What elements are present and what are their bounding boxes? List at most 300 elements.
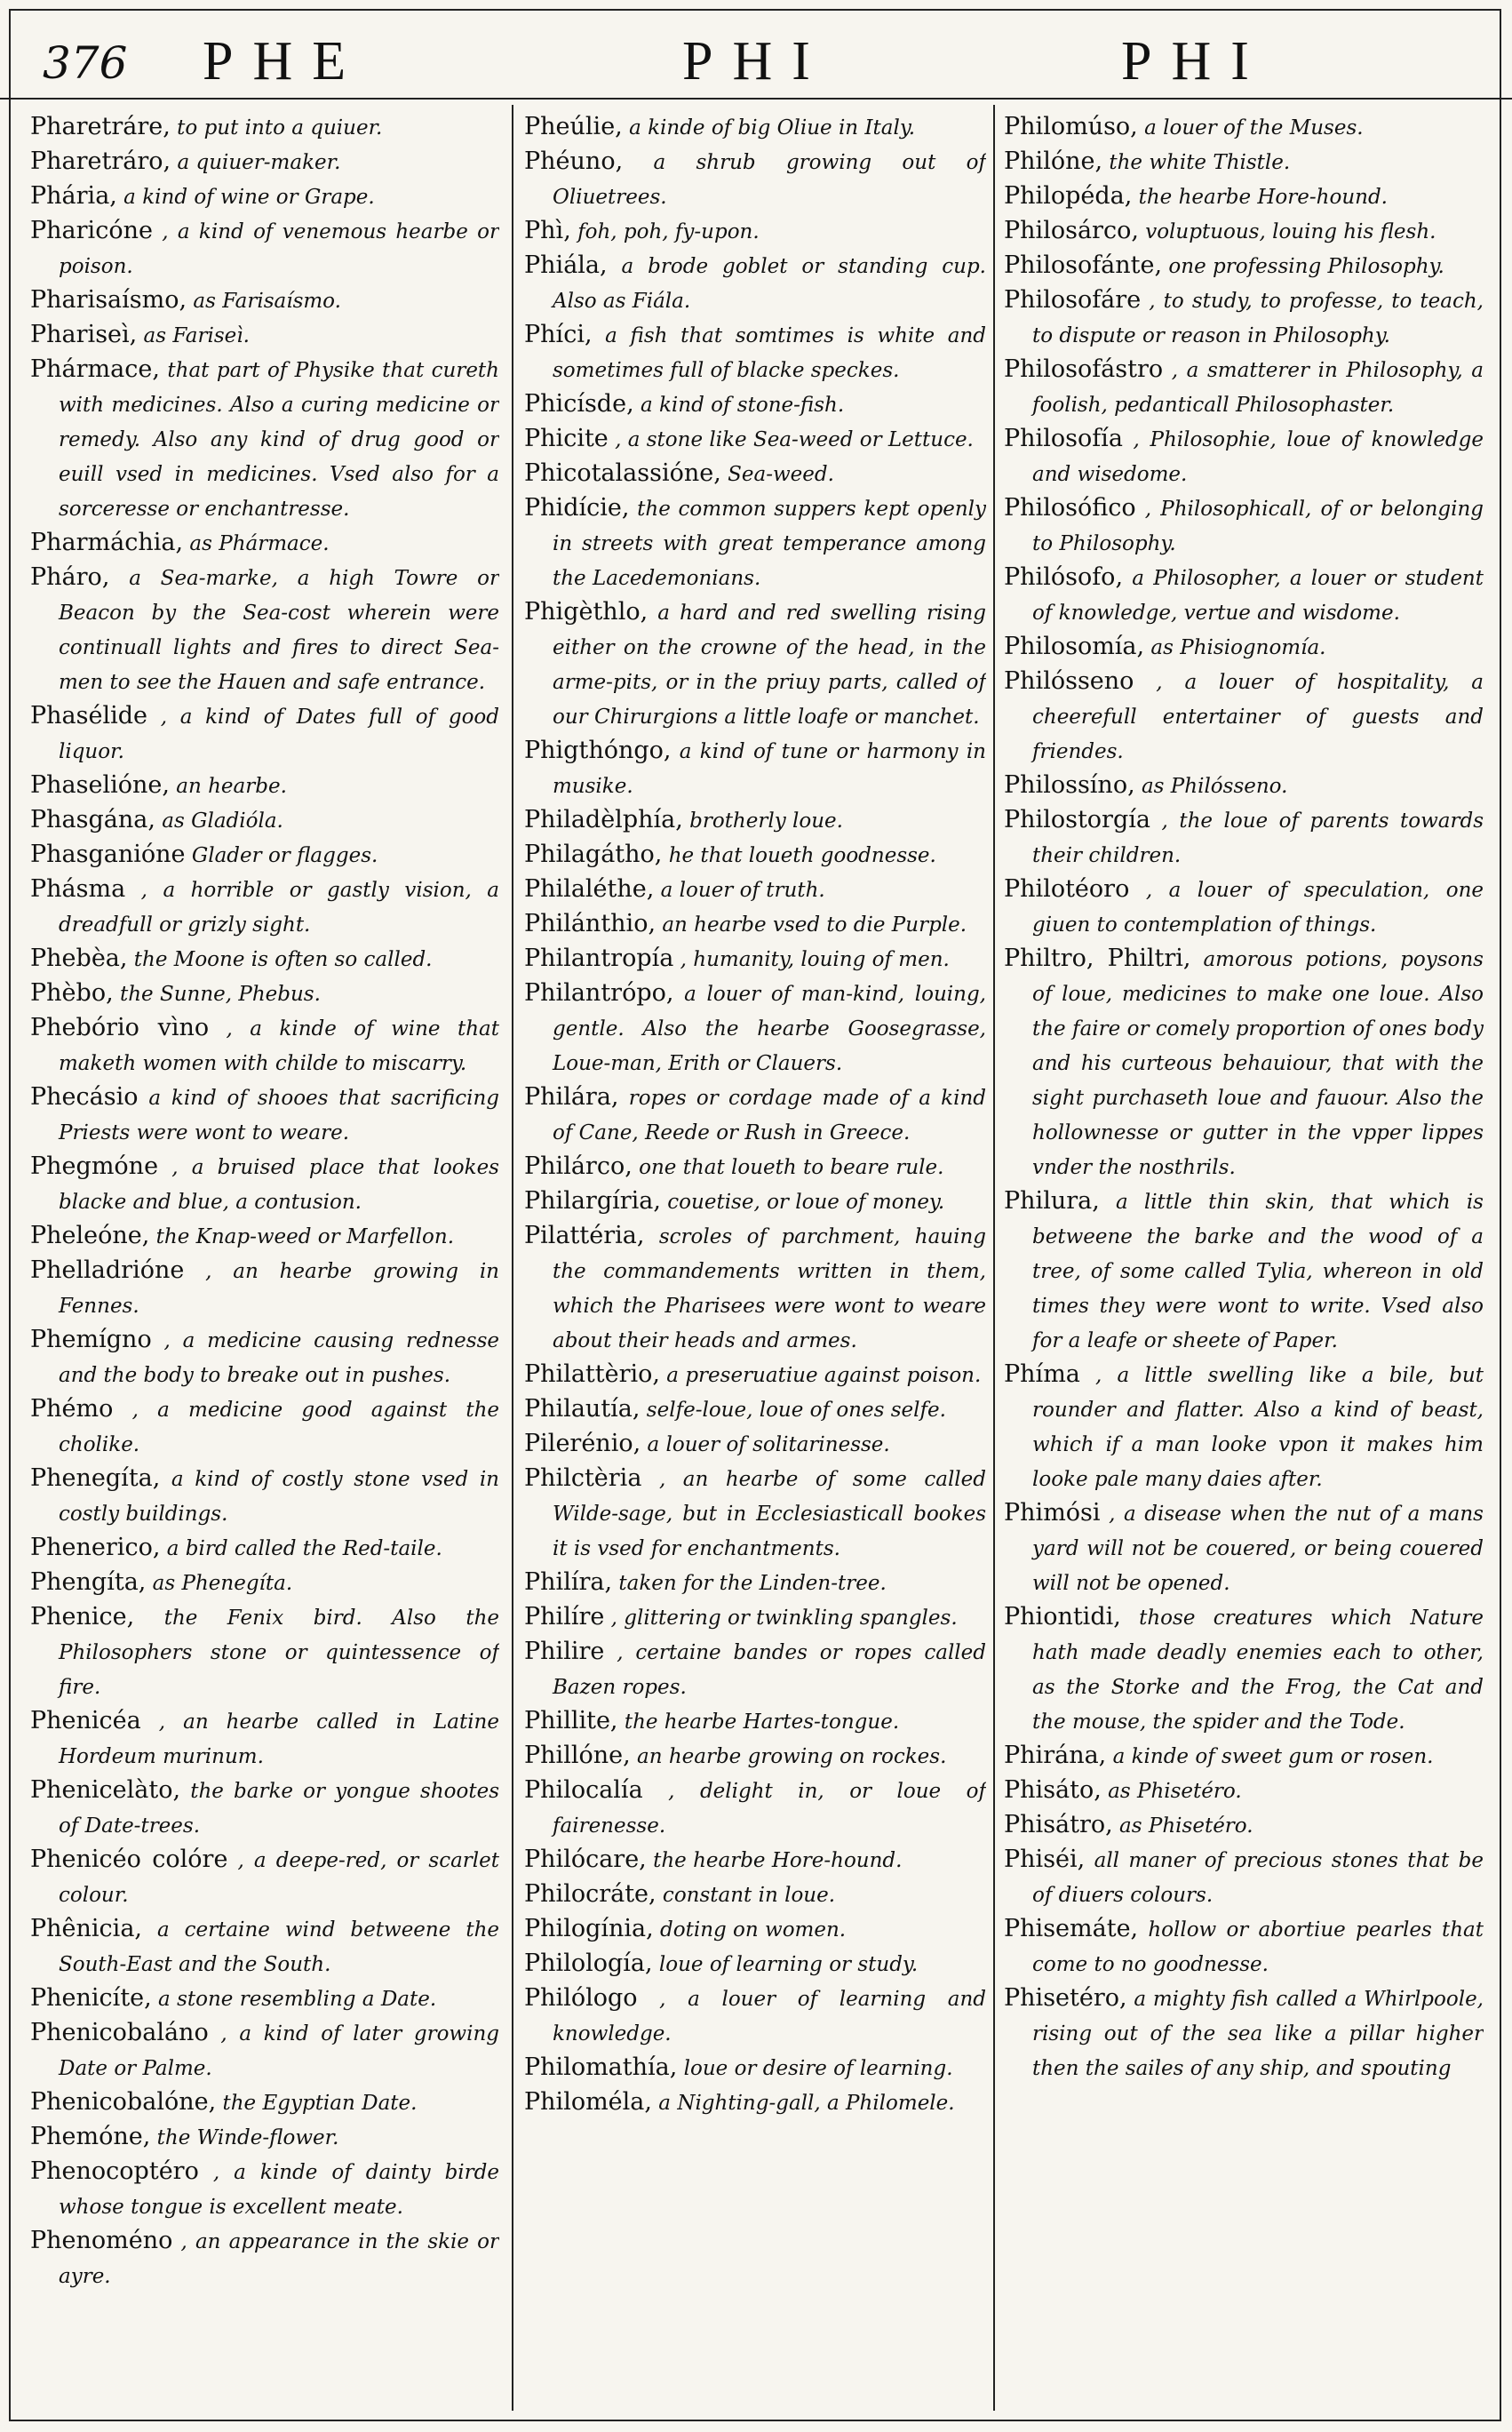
entry-headword: Phidície, bbox=[524, 494, 630, 522]
dictionary-entry bbox=[1004, 179, 1484, 214]
entry-headword: Phenicelàto, bbox=[30, 1776, 181, 1804]
entry-headword: Phíma bbox=[1004, 1360, 1080, 1388]
entry-headword: Phì, bbox=[524, 217, 571, 244]
entry-headword: Phisátro, bbox=[1004, 1811, 1113, 1838]
entry-headword: Phimósi bbox=[1004, 1499, 1101, 1527]
dictionary-entry bbox=[30, 1011, 499, 1080]
entry-definition: a little thin skin, that which is betweene the barke and the wood of a tree, of some called Tylia, whereon in old times they were wont to write. Vsed also for a leafe or sheete of Paper. bbox=[1032, 1191, 1484, 1352]
dictionary-entry bbox=[524, 1635, 986, 1704]
dictionary-entry bbox=[30, 2085, 499, 2120]
entry-headword: Phenicéo colóre bbox=[30, 1846, 228, 1873]
dictionary-entry bbox=[1004, 1184, 1484, 1358]
entry-definition: he that loueth goodnesse. bbox=[662, 844, 936, 867]
dictionary-entry bbox=[30, 1150, 499, 1219]
entry-headword: Pháro, bbox=[30, 563, 110, 591]
entry-headword: Phásma bbox=[30, 875, 126, 903]
entry-definition: the Egyptian Date. bbox=[216, 2092, 418, 2115]
entry-definition: taken for the Linden-tree. bbox=[612, 1572, 887, 1595]
entry-definition: a fish that somtimes is white and sometimes full of blacke speckes. bbox=[553, 324, 986, 382]
entry-definition: a hard and red swelling rising either on the crowne of the head, in the arme-pits, or in the priuy parts, called of our Chirurgions a little loafe or manchet. bbox=[553, 602, 986, 729]
entry-definition: , an hearbe called in Latine Hordeum murinum. bbox=[59, 1710, 499, 1768]
entry-headword: Philóne, bbox=[1004, 148, 1103, 175]
entry-definition: , Philosophicall, of or belonging to Philosophy. bbox=[1032, 498, 1484, 555]
entry-headword: Philosofáre bbox=[1004, 286, 1142, 314]
entry-definition: a quiuer-maker. bbox=[171, 151, 341, 174]
entry-headword: Phémo bbox=[30, 1395, 114, 1423]
dictionary-entry bbox=[1004, 1843, 1484, 1912]
dictionary-entry bbox=[30, 214, 499, 283]
dictionary-entry bbox=[524, 1080, 986, 1150]
entry-definition: , certaine bandes or ropes called Bazen ropes. bbox=[553, 1641, 986, 1699]
entry-headword: Phenocoptéro bbox=[30, 2157, 199, 2185]
dictionary-entry bbox=[30, 145, 499, 179]
entry-definition: , a medicine good against the cholike. bbox=[59, 1399, 499, 1456]
entry-headword: Philosárco, bbox=[1004, 217, 1139, 244]
entry-headword: Philura, bbox=[1004, 1187, 1100, 1215]
entry-definition: selfe-loue, loue of ones selfe. bbox=[640, 1399, 946, 1422]
dictionary-entry bbox=[524, 838, 986, 873]
running-head-left: PHE bbox=[203, 31, 366, 92]
entry-headword: Philócare, bbox=[524, 1846, 647, 1873]
entry-definition: as Phisetéro. bbox=[1101, 1780, 1242, 1803]
entry-headword: Phenerico, bbox=[30, 1534, 161, 1561]
entry-headword: Phariseì, bbox=[30, 321, 138, 348]
entry-headword: Philctèria bbox=[524, 1464, 642, 1492]
entry-definition: as Philósseno. bbox=[1134, 775, 1288, 798]
entry-definition: a kind of wine or Grape. bbox=[116, 186, 375, 209]
dictionary-entry bbox=[1004, 1496, 1484, 1600]
entry-headword: Phigèthlo, bbox=[524, 598, 649, 626]
entry-headword: Phillite, bbox=[524, 1707, 618, 1734]
dictionary-entry bbox=[524, 1704, 986, 1739]
entry-headword: Philautía, bbox=[524, 1395, 641, 1423]
entry-headword: Philaléthe, bbox=[524, 875, 655, 903]
running-head-center: PHI bbox=[682, 31, 830, 92]
entry-headword: Philagátho, bbox=[524, 841, 663, 868]
dictionary-entry bbox=[1004, 769, 1484, 803]
entry-definition: loue or desire of learning. bbox=[677, 2057, 953, 2080]
entry-headword: Phisáto, bbox=[1004, 1776, 1102, 1804]
dictionary-entry bbox=[1004, 942, 1484, 1184]
entry-definition: , the loue of parents towards their children. bbox=[1032, 809, 1484, 867]
dictionary-entry bbox=[30, 838, 499, 873]
entry-definition: the hearbe Hore-hound. bbox=[1132, 186, 1388, 209]
dictionary-entry bbox=[524, 1219, 986, 1358]
dictionary-entry bbox=[30, 353, 499, 526]
entry-definition: , a louer of hospitality, a cheerefull entertainer of guests and friendes. bbox=[1032, 671, 1484, 763]
entry-headword: Pharicóne bbox=[30, 217, 153, 244]
entry-headword: Phiála, bbox=[524, 251, 608, 279]
entry-definition: voluptuous, louing his flesh. bbox=[1138, 220, 1436, 243]
entry-definition: to put into a quiuer. bbox=[170, 116, 383, 140]
entry-headword: Pharetrárе, bbox=[30, 113, 171, 140]
dictionary-entry bbox=[30, 699, 499, 769]
entry-headword: Phasélide bbox=[30, 702, 148, 730]
dictionary-entry bbox=[524, 145, 986, 214]
dictionary-entry bbox=[524, 1462, 986, 1566]
running-head-right: PHI bbox=[1121, 31, 1269, 92]
entry-definition: , a kind of later growing Date or Palme. bbox=[59, 2022, 499, 2080]
dictionary-entry bbox=[524, 1878, 986, 1912]
entry-definition: a louer of truth. bbox=[654, 879, 825, 902]
entry-definition: , a louer of learning and knowledge. bbox=[553, 1988, 986, 2045]
entry-definition: a bird called the Red-taile. bbox=[160, 1537, 442, 1560]
dictionary-entry bbox=[30, 179, 499, 214]
dictionary-entry bbox=[30, 1323, 499, 1392]
column-rule bbox=[512, 105, 513, 2411]
dictionary-entry bbox=[1004, 283, 1484, 353]
dictionary-entry bbox=[30, 561, 499, 699]
entry-definition: the barke or yongue shootes of Date-trees. bbox=[59, 1780, 499, 1838]
dictionary-entry bbox=[524, 318, 986, 387]
entry-definition: Glader or flagges. bbox=[185, 844, 378, 867]
dictionary-entry bbox=[30, 2016, 499, 2085]
entry-definition: as Gladióla. bbox=[155, 809, 283, 833]
dictionary-entry bbox=[1004, 110, 1484, 145]
entry-headword: Philocalía bbox=[524, 1776, 643, 1804]
page-header bbox=[0, 0, 1512, 100]
entry-headword: Philogínia, bbox=[524, 1915, 654, 1942]
entry-definition: a brode goblet or standing cup. Also as Fiála. bbox=[553, 255, 986, 313]
entry-definition: , glittering or twinkling spangles. bbox=[604, 1607, 958, 1630]
entry-definition: loue of learning or study. bbox=[652, 1953, 919, 1976]
dictionary-entry bbox=[524, 1184, 986, 1219]
dictionary-entry bbox=[30, 1080, 499, 1150]
entry-headword: Philargíria, bbox=[524, 1187, 661, 1215]
dictionary-entry bbox=[1004, 665, 1484, 769]
entry-definition: a shrub growing out of Oliuetrees. bbox=[553, 151, 986, 209]
entry-definition: , a little swelling like a bile, but rounder and flatter. Also a kind of beast, which if a man looke vpon it makes him looke pale many daies after. bbox=[1032, 1364, 1484, 1491]
dictionary-entry bbox=[30, 1843, 499, 1912]
dictionary-entry bbox=[1004, 1600, 1484, 1739]
dictionary-entry bbox=[524, 1566, 986, 1600]
dictionary-entry bbox=[30, 2120, 499, 2155]
entry-headword: Phicite bbox=[524, 425, 609, 452]
entry-headword: Phiséi, bbox=[1004, 1846, 1086, 1873]
dictionary-entry bbox=[1004, 491, 1484, 561]
entry-headword: Phecásio bbox=[30, 1083, 139, 1111]
entry-definition: a Nighting-gall, a Philomele. bbox=[651, 2092, 955, 2115]
entry-headword: Philología, bbox=[524, 1950, 653, 1977]
entry-definition: ropes or cordage made of a kind of Cane, Reede or Rush in Greece. bbox=[553, 1087, 986, 1144]
entry-definition: as Fariseì. bbox=[137, 324, 250, 347]
entry-headword: Phéuno, bbox=[524, 148, 624, 175]
entry-headword: Phengíta, bbox=[30, 1568, 147, 1596]
dictionary-entry bbox=[524, 1981, 986, 2051]
entry-definition: the Moone is often so called. bbox=[127, 948, 433, 971]
dictionary-entry bbox=[30, 769, 499, 803]
dictionary-entry bbox=[1004, 873, 1484, 942]
entry-headword: Philánthio, bbox=[524, 910, 657, 937]
dictionary-entry bbox=[524, 1774, 986, 1843]
dictionary-entry bbox=[524, 1427, 986, 1462]
entry-definition: the white Thistle. bbox=[1102, 151, 1291, 174]
dictionary-entry bbox=[524, 1912, 986, 1947]
entry-headword: Pilattéria, bbox=[524, 1222, 645, 1249]
entry-definition: , a kinde of dainty birde whose tongue is excellent meate. bbox=[59, 2161, 499, 2219]
dictionary-entry bbox=[1004, 214, 1484, 249]
entry-definition: the hearbe Hore-hound. bbox=[646, 1849, 903, 1872]
entry-definition: one that loueth to beare rule. bbox=[632, 1156, 944, 1179]
dictionary-entry bbox=[30, 1981, 499, 2016]
dictionary-entry bbox=[524, 491, 986, 595]
dictionary-entry bbox=[524, 1392, 986, 1427]
dictionary-entry bbox=[524, 1947, 986, 1981]
dictionary-entry bbox=[524, 1358, 986, 1392]
dictionary-entry bbox=[30, 283, 499, 318]
entry-definition: a louer of man-kind, louing, gentle. Also the hearbe Goosegrasse, Loue-man, Erith or Clauers. bbox=[553, 983, 986, 1075]
entry-definition: the hearbe Hartes-tongue. bbox=[617, 1710, 900, 1734]
dictionary-entry bbox=[524, 907, 986, 942]
entry-definition: , an hearbe growing in Fennes. bbox=[59, 1260, 499, 1318]
column-1 bbox=[30, 110, 499, 2412]
entry-headword: Phasganióne bbox=[30, 841, 186, 868]
entry-headword: Pharisaísmo, bbox=[30, 286, 187, 314]
entry-headword: Philire bbox=[524, 1638, 605, 1665]
dictionary-entry bbox=[524, 734, 986, 803]
entry-definition: all maner of precious stones that be of diuers colours. bbox=[1032, 1849, 1484, 1907]
entry-headword: Phária, bbox=[30, 182, 117, 210]
dictionary-entry bbox=[524, 942, 986, 977]
entry-headword: Phenicobaláno bbox=[30, 2019, 209, 2046]
dictionary-entry bbox=[1004, 1358, 1484, 1496]
entry-definition: as Phenegíta. bbox=[146, 1572, 293, 1595]
entry-definition: , a horrible or gastly vision, a dreadfull or grizly sight. bbox=[59, 879, 499, 937]
entry-headword: Phisemáte, bbox=[1004, 1915, 1139, 1942]
entry-definition: , a bruised place that lookes blacke and blue, a contusion. bbox=[59, 1156, 499, 1214]
entry-definition: as Phisiognomía. bbox=[1144, 636, 1326, 659]
dictionary-entry bbox=[524, 1600, 986, 1635]
entry-headword: Phaselióne, bbox=[30, 771, 170, 799]
entry-definition: the Knap-weed or Marfellon. bbox=[149, 1225, 455, 1248]
entry-definition: , a kind of venemous hearbe or poison. bbox=[59, 220, 499, 278]
entry-definition: the Winde-flower. bbox=[150, 2126, 339, 2149]
entry-definition: a Philosopher, a louer or student of knowledge, vertue and wisdome. bbox=[1032, 567, 1484, 625]
entry-headword: Philárco, bbox=[524, 1152, 633, 1180]
dictionary-entry bbox=[30, 1704, 499, 1774]
dictionary-entry bbox=[1004, 630, 1484, 665]
dictionary-entry bbox=[1004, 1981, 1484, 2085]
entry-headword: Phegmóne bbox=[30, 1152, 159, 1180]
entry-headword: Phiontidi, bbox=[1004, 1603, 1121, 1631]
dictionary-entry bbox=[1004, 1808, 1484, 1843]
entry-headword: Phicísde, bbox=[524, 390, 634, 418]
entry-headword: Phármace, bbox=[30, 355, 160, 383]
entry-headword: Phíci, bbox=[524, 321, 593, 348]
entry-headword: Pheleóne, bbox=[30, 1222, 150, 1249]
dictionary-entry bbox=[524, 422, 986, 457]
entry-definition: a kind of stone-fish. bbox=[633, 394, 845, 417]
dictionary-entry bbox=[1004, 1912, 1484, 1981]
entry-definition: , a stone like Sea-weed or Lettuce. bbox=[608, 428, 974, 451]
dictionary-entry bbox=[30, 1462, 499, 1531]
entry-definition: a louer of the Muses. bbox=[1137, 116, 1364, 140]
entry-definition: a mighty fish called a Whirlpoole, rising out of the sea like a pillar higher then the sailes of any ship, and spouting bbox=[1032, 1988, 1484, 2080]
entry-headword: Philosomía, bbox=[1004, 633, 1145, 660]
entry-definition: , a louer of speculation, one giuen to contemplation of things. bbox=[1032, 879, 1484, 937]
entry-headword: Philocráte, bbox=[524, 1880, 657, 1908]
dictionary-entry bbox=[524, 214, 986, 249]
dictionary-entry bbox=[524, 977, 986, 1080]
entry-definition: an hearbe. bbox=[169, 775, 287, 798]
entry-definition: , a kind of Dates full of good liquor. bbox=[59, 706, 499, 763]
dictionary-entry bbox=[30, 1600, 499, 1704]
entry-headword: Philára, bbox=[524, 1083, 619, 1111]
entry-definition: those creatures which Nature hath made deadly enemies each to other, as the Storke and the Frog, the Cat and the mouse, the spider and the Tode. bbox=[1032, 1607, 1484, 1734]
entry-definition: doting on women. bbox=[653, 1918, 847, 1942]
entry-headword: Phenicíte, bbox=[30, 1984, 152, 2012]
dictionary-entry bbox=[524, 1739, 986, 1774]
entry-definition: that part of Physike that cureth with medicines. Also a curing medicine or remedy. Also any kind of drug good or euill vsed in medicines. Vsed also for a sorceresse or enchantresse. bbox=[59, 359, 499, 521]
entry-headword: Phèbo, bbox=[30, 979, 114, 1007]
entry-definition: a kind of shooes that sacrificing Priests were wont to weare. bbox=[59, 1087, 499, 1144]
entry-definition: , an hearbe of some called Wilde-sage, but in Ecclesiasticall bookes it is vsed for enchantments. bbox=[553, 1468, 986, 1560]
entry-headword: Philantrópo, bbox=[524, 979, 674, 1007]
entry-definition: , Philosophie, loue of knowledge and wisedome. bbox=[1032, 428, 1484, 486]
entry-definition: a stone resembling a Date. bbox=[151, 1988, 437, 2011]
dictionary-entry bbox=[30, 1912, 499, 1981]
entry-headword: Pheúlie, bbox=[524, 113, 623, 140]
entry-definition: an hearbe vsed to die Purple. bbox=[656, 913, 967, 937]
entry-definition: , a kinde of wine that maketh women with childe to miscarry. bbox=[59, 1017, 499, 1075]
entry-headword: Phenegíta, bbox=[30, 1464, 161, 1492]
entry-headword: Phillóne, bbox=[524, 1742, 631, 1769]
entry-definition: , a deepe-red, or scarlet colour. bbox=[59, 1849, 499, 1907]
entry-definition: one professing Philosophy. bbox=[1162, 255, 1444, 278]
dictionary-entry bbox=[30, 1774, 499, 1843]
entry-definition: Sea-weed. bbox=[720, 463, 834, 486]
entry-definition: a Sea-marke, a high Towre or Beacon by the Sea-cost wherein were continuall lights and fires to direct Sea-men to see the Hauen and safe entrance. bbox=[59, 567, 499, 694]
column-3 bbox=[1004, 110, 1484, 2412]
entry-headword: Phasgána, bbox=[30, 806, 155, 833]
dictionary-entry bbox=[524, 387, 986, 422]
entry-headword: Phebèa, bbox=[30, 945, 128, 972]
dictionary-entry bbox=[30, 1531, 499, 1566]
dictionary-entry bbox=[30, 1392, 499, 1462]
dictionary-entry bbox=[1004, 353, 1484, 422]
entry-headword: Pharetráro, bbox=[30, 148, 171, 175]
entry-definition: a louer of solitarinesse. bbox=[641, 1433, 890, 1456]
entry-headword: Phicotalassióne, bbox=[524, 459, 721, 487]
entry-headword: Philomathía, bbox=[524, 2053, 678, 2081]
entry-headword: Phigthóngo, bbox=[524, 737, 672, 764]
entry-headword: Philíre bbox=[524, 1603, 605, 1631]
entry-definition: , a smatterer in Philosophy, a foolish, pedanticall Philosophaster. bbox=[1032, 359, 1484, 417]
dictionary-entry bbox=[524, 110, 986, 145]
dictionary-entry bbox=[1004, 145, 1484, 179]
entry-definition: a kinde of big Oliue in Italy. bbox=[622, 116, 916, 140]
entry-headword: Philossíno, bbox=[1004, 771, 1135, 799]
entry-definition: as Phisetéro. bbox=[1112, 1814, 1253, 1838]
entry-headword: Pharmáchia, bbox=[30, 529, 184, 556]
page-number: 376 bbox=[43, 37, 128, 89]
entry-definition: hollow or abortiue pearles that come to no goodnesse. bbox=[1032, 1918, 1484, 1976]
entry-headword: Philíra, bbox=[524, 1568, 613, 1596]
entry-definition: , humanity, louing of men. bbox=[673, 948, 950, 971]
entry-headword: Philoméla, bbox=[524, 2088, 652, 2116]
entry-headword: Philadèlphía, bbox=[524, 806, 683, 833]
dictionary-entry bbox=[1004, 1739, 1484, 1774]
dictionary-entry bbox=[30, 942, 499, 977]
entry-headword: Philólogo bbox=[524, 1984, 638, 2012]
entry-headword: Philosofía bbox=[1004, 425, 1123, 452]
dictionary-entry bbox=[1004, 561, 1484, 630]
dictionary-entry bbox=[30, 526, 499, 561]
entry-definition: a kind of tune or harmony in musike. bbox=[553, 740, 986, 798]
entry-headword: Philosofástro bbox=[1004, 355, 1164, 383]
dictionary-entry bbox=[30, 318, 499, 353]
dictionary-entry bbox=[30, 803, 499, 838]
dictionary-entry bbox=[524, 873, 986, 907]
entry-definition: as Phármace. bbox=[183, 532, 330, 555]
entry-headword: Philotéoro bbox=[1004, 875, 1130, 903]
entry-headword: Phenice, bbox=[30, 1603, 135, 1631]
entry-headword: Phisetéro, bbox=[1004, 1984, 1127, 2012]
dictionary-entry bbox=[30, 873, 499, 942]
entry-headword: Phenicobalóne, bbox=[30, 2088, 217, 2116]
entry-definition: an hearbe growing on rockes. bbox=[630, 1745, 947, 1768]
column-2 bbox=[524, 110, 986, 2412]
dictionary-entry bbox=[1004, 249, 1484, 283]
entry-definition: , a medicine causing rednesse and the body to breake out in pushes. bbox=[59, 1329, 499, 1387]
entry-definition: a kind of costly stone vsed in costly buildings. bbox=[59, 1468, 499, 1526]
entry-definition: foh, poh, fy-upon. bbox=[570, 220, 760, 243]
entry-definition: the Fenix bird. Also the Philosophers stone or quintessence of fire. bbox=[59, 1607, 499, 1699]
entry-headword: Phemígno bbox=[30, 1326, 152, 1353]
dictionary-entry bbox=[1004, 422, 1484, 491]
entry-headword: Philopéda, bbox=[1004, 182, 1133, 210]
entry-definition: constant in loue. bbox=[656, 1884, 836, 1907]
entry-definition: , an appearance in the skie or ayre. bbox=[59, 2230, 499, 2288]
entry-headword: Phebório vìno bbox=[30, 1014, 210, 1041]
entry-definition: brotherly loue. bbox=[682, 809, 843, 833]
entry-definition: scroles of parchment, hauing the commandements written in them, which the Pharisees were wont to weare about their heads and armes. bbox=[553, 1225, 986, 1352]
dictionary-entry bbox=[524, 249, 986, 318]
entry-definition: a certaine wind betweene the South-East and the South. bbox=[59, 1918, 499, 1976]
entry-headword: Philósofo, bbox=[1004, 563, 1124, 591]
entry-headword: Philosófico bbox=[1004, 494, 1136, 522]
entry-headword: Phirána, bbox=[1004, 1742, 1107, 1769]
dictionary-entry bbox=[30, 1219, 499, 1254]
entry-headword: Phenoméno bbox=[30, 2227, 173, 2254]
dictionary-entry bbox=[524, 803, 986, 838]
column-rule bbox=[993, 105, 995, 2411]
entry-headword: Philtro, Philtri, bbox=[1004, 945, 1191, 972]
entry-headword: Philattèrio, bbox=[524, 1360, 660, 1388]
entry-headword: Philomúso, bbox=[1004, 113, 1138, 140]
dictionary-entry bbox=[1004, 1774, 1484, 1808]
dictionary-entry bbox=[30, 1254, 499, 1323]
entry-headword: Phênicia, bbox=[30, 1915, 142, 1942]
entry-definition: a kinde of sweet gum or rosen. bbox=[1106, 1745, 1434, 1768]
entry-definition: as Farisaísmo. bbox=[187, 290, 341, 313]
entry-definition: the Sunne, Phebus. bbox=[113, 983, 321, 1006]
entry-headword: Pilerénio, bbox=[524, 1430, 641, 1457]
entry-definition: , to study, to professe, to teach, to dispute or reason in Philosophy. bbox=[1032, 290, 1484, 347]
entry-headword: Philantropía bbox=[524, 945, 674, 972]
entry-headword: Phenicéa bbox=[30, 1707, 141, 1734]
entry-definition: couetise, or loue of money. bbox=[660, 1191, 945, 1214]
entry-definition: a preseruatiue against poison. bbox=[659, 1364, 982, 1387]
dictionary-entry bbox=[1004, 803, 1484, 873]
dictionary-entry bbox=[524, 2085, 986, 2120]
entry-headword: Phemóne, bbox=[30, 2123, 151, 2150]
dictionary-entry bbox=[30, 2224, 499, 2293]
entry-definition: , delight in, or loue of fairenesse. bbox=[553, 1780, 986, 1838]
dictionary-entry bbox=[30, 2155, 499, 2224]
dictionary-entry bbox=[524, 457, 986, 491]
entry-headword: Philósseno bbox=[1004, 667, 1134, 695]
